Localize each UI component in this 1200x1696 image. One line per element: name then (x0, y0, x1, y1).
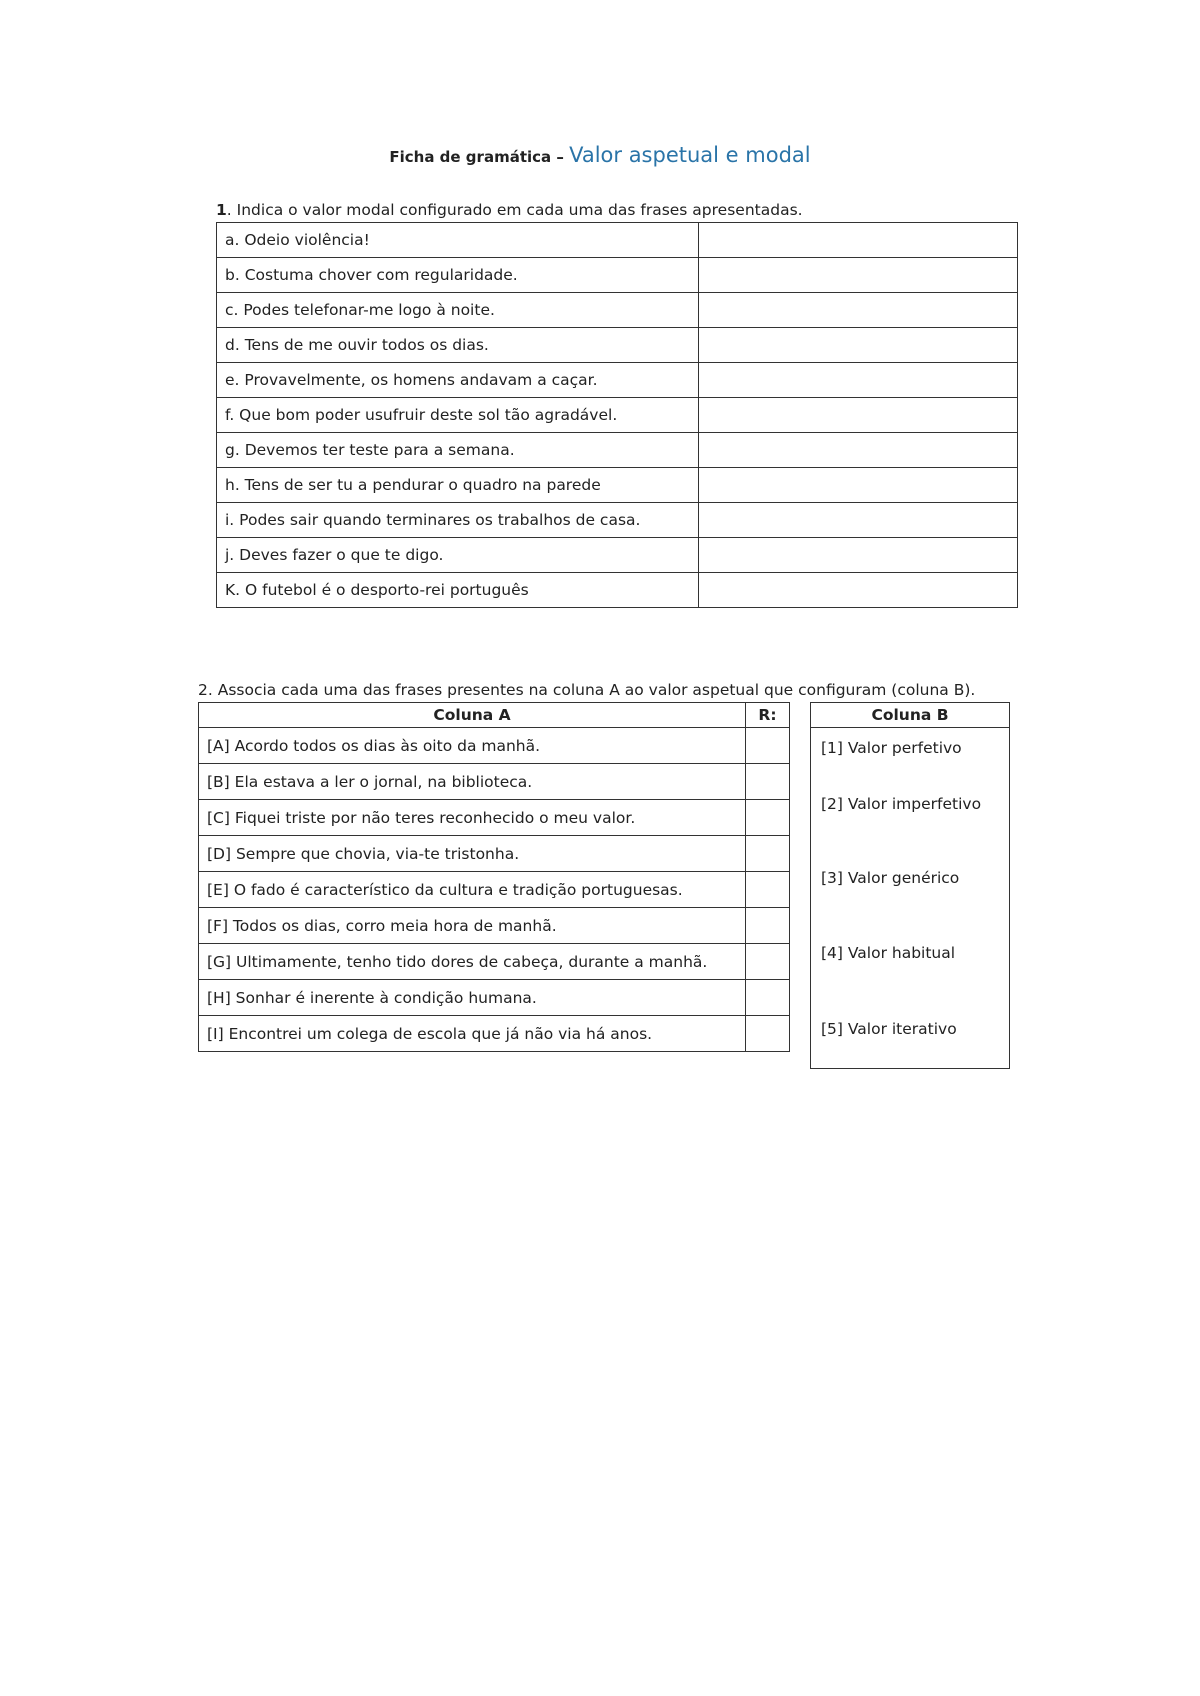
table-row (199, 728, 790, 764)
table-row (199, 1016, 790, 1052)
sentence-cell: K. O futebol é o desporto-rei português (217, 573, 699, 608)
column-a-sentence: [B] Ela estava a ler o jornal, na biblioteca. (199, 764, 746, 800)
worksheet-title (0, 143, 1200, 167)
column-a-sentence: [A] Acordo todos os dias às oito da manhã. (199, 728, 746, 764)
answer-cell[interactable] (746, 1016, 790, 1052)
question-1-instruction: . Indica o valor modal configurado em cada uma das frases apresentadas. (226, 201, 803, 219)
sentence-cell: i. Podes sair quando terminares os trabalhos de casa. (217, 503, 699, 538)
column-a-sentence: [C] Fiquei triste por não teres reconhecido o meu valor. (199, 800, 746, 836)
table-row (217, 223, 1018, 258)
sentence-cell: g. Devemos ter teste para a semana. (217, 433, 699, 468)
answer-cell[interactable] (746, 944, 790, 980)
answer-cell[interactable] (699, 468, 1018, 503)
table-row (811, 728, 1010, 1069)
sentence-cell: h. Tens de ser tu a pendurar o quadro na parede (217, 468, 699, 503)
table-row (199, 944, 790, 980)
answer-cell[interactable] (746, 800, 790, 836)
table-row (217, 293, 1018, 328)
table-row (217, 503, 1018, 538)
answer-cell[interactable] (699, 258, 1018, 293)
answer-cell[interactable] (699, 223, 1018, 258)
column-a-sentence: [H] Sonhar é inerente à condição humana. (199, 980, 746, 1016)
column-a-sentence: [I] Encontrei um colega de escola que já não via há anos. (199, 1016, 746, 1052)
question-2-text: 2. Associa cada uma das frases presentes na coluna A ao valor aspetual que configuram (coluna B). (198, 681, 976, 699)
column-a-table (198, 702, 790, 1052)
table-row (199, 908, 790, 944)
sentence-cell: j. Deves fazer o que te digo. (217, 538, 699, 573)
table-row (199, 800, 790, 836)
table-row (199, 836, 790, 872)
table-row (199, 872, 790, 908)
table-row (217, 363, 1018, 398)
column-b-options (811, 728, 1010, 1069)
sentence-cell: d. Tens de me ouvir todos os dias. (217, 328, 699, 363)
answer-cell[interactable] (746, 872, 790, 908)
answer-cell[interactable] (746, 980, 790, 1016)
answer-header: R: (746, 703, 790, 728)
answer-cell[interactable] (699, 573, 1018, 608)
column-a-sentence: [E] O fado é característico da cultura e tradição portuguesas. (199, 872, 746, 908)
answer-cell[interactable] (699, 503, 1018, 538)
column-b-option: [4] Valor habitual (821, 944, 956, 962)
answer-cell[interactable] (746, 836, 790, 872)
question-1-table (216, 222, 1018, 608)
column-b-option: [5] Valor iterativo (821, 1020, 957, 1038)
column-b-option: [3] Valor genérico (821, 869, 960, 887)
sentence-cell: c. Podes telefonar-me logo à noite. (217, 293, 699, 328)
answer-cell[interactable] (699, 538, 1018, 573)
column-a-sentence: [F] Todos os dias, corro meia hora de manhã. (199, 908, 746, 944)
table-row (217, 468, 1018, 503)
table-row (199, 764, 790, 800)
column-a-sentence: [G] Ultimamente, tenho tido dores de cabeça, durante a manhã. (199, 944, 746, 980)
answer-cell[interactable] (746, 908, 790, 944)
question-1-text (216, 201, 803, 219)
answer-cell[interactable] (746, 728, 790, 764)
table-row (217, 573, 1018, 608)
table-row (217, 433, 1018, 468)
table-row (217, 398, 1018, 433)
table-header-row (199, 703, 790, 728)
column-b-table (810, 702, 1010, 1069)
sentence-cell: f. Que bom poder usufruir deste sol tão agradável. (217, 398, 699, 433)
column-b-option: [2] Valor imperfetivo (821, 795, 982, 813)
answer-cell[interactable] (699, 293, 1018, 328)
column-a-sentence: [D] Sempre que chovia, via-te tristonha. (199, 836, 746, 872)
table-row (199, 980, 790, 1016)
table-header-row (811, 703, 1010, 728)
answer-cell[interactable] (746, 764, 790, 800)
table-row (217, 258, 1018, 293)
table-row (217, 538, 1018, 573)
sentence-cell: a. Odeio violência! (217, 223, 699, 258)
column-a-header: Coluna A (199, 703, 746, 728)
question-1-number: 1 (216, 201, 227, 219)
answer-cell[interactable] (699, 433, 1018, 468)
column-b-option: [1] Valor perfetivo (821, 739, 962, 757)
answer-cell[interactable] (699, 328, 1018, 363)
title-label: Ficha de gramática – (389, 148, 570, 166)
title-subject: Valor aspetual e modal (569, 143, 811, 167)
column-b-header: Coluna B (811, 703, 1010, 728)
table-row (217, 328, 1018, 363)
sentence-cell: e. Provavelmente, os homens andavam a caçar. (217, 363, 699, 398)
answer-cell[interactable] (699, 398, 1018, 433)
answer-cell[interactable] (699, 363, 1018, 398)
sentence-cell: b. Costuma chover com regularidade. (217, 258, 699, 293)
